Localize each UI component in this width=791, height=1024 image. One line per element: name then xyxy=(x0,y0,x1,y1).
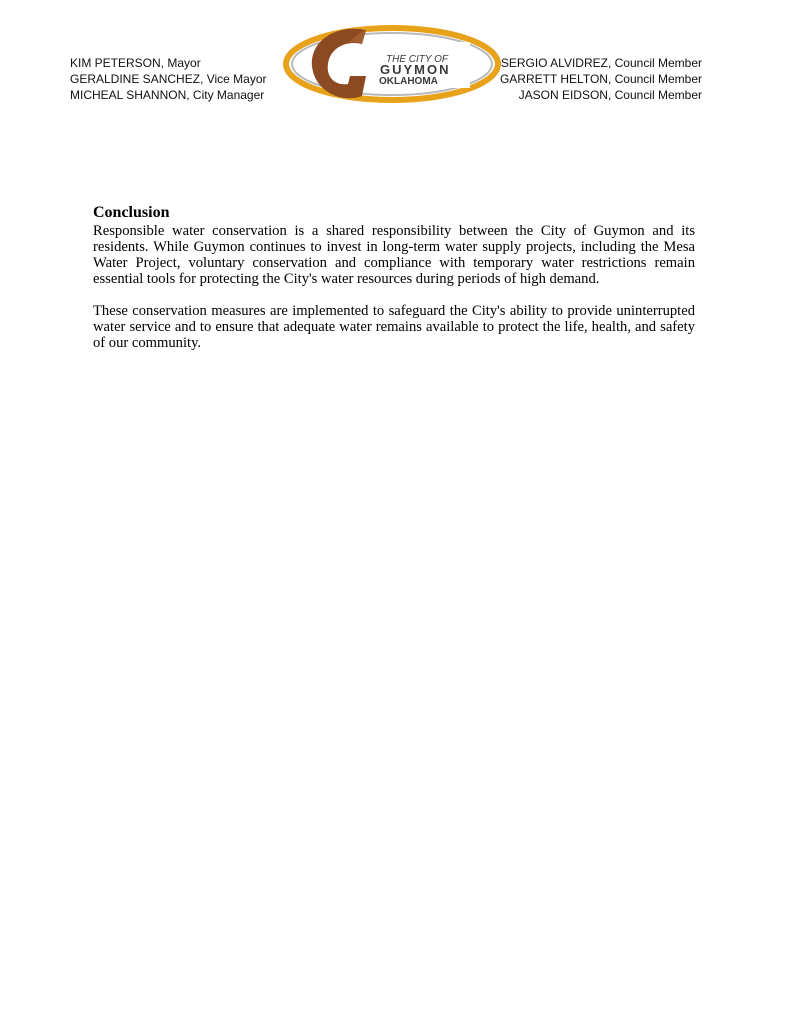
city-logo xyxy=(282,20,502,106)
officials-left xyxy=(70,55,267,103)
official-council-2: GARRETT HELTON, Council Member xyxy=(499,72,702,86)
official-council-3: JASON EIDSON, Council Member xyxy=(518,88,702,102)
logo-line3: OKLAHOMA xyxy=(379,76,438,87)
paragraph-1: Responsible water conservation is a shared responsibility between the City of Guymon and its residents. While Guymon continues to invest in long-term water supply projects, including the Mesa Water Project, voluntary conservation and compliance with temporary water restrictions remain essential tools for protecting the City's water resources during periods of high demand. xyxy=(93,223,695,287)
official-mayor: KIM PETERSON, Mayor xyxy=(70,56,201,70)
official-city-manager: MICHEAL SHANNON, City Manager xyxy=(70,88,265,102)
paragraph-2: These conservation measures are implemented to safeguard the City's ability to provide uninterrupted water service and to ensure that adequate water remains available to protect the life, health, and safety of our community. xyxy=(93,303,695,351)
document-body xyxy=(93,203,695,351)
logo-line2: GUYMON xyxy=(380,62,451,77)
official-vice-mayor: GERALDINE SANCHEZ, Vice Mayor xyxy=(70,72,267,86)
section-heading: Conclusion xyxy=(93,204,170,221)
official-council-1: SERGIO ALVIDREZ, Council Member xyxy=(500,56,702,70)
logo-line1: THE CITY OF xyxy=(386,54,449,65)
letterhead xyxy=(0,0,791,110)
officials-right xyxy=(500,55,702,103)
